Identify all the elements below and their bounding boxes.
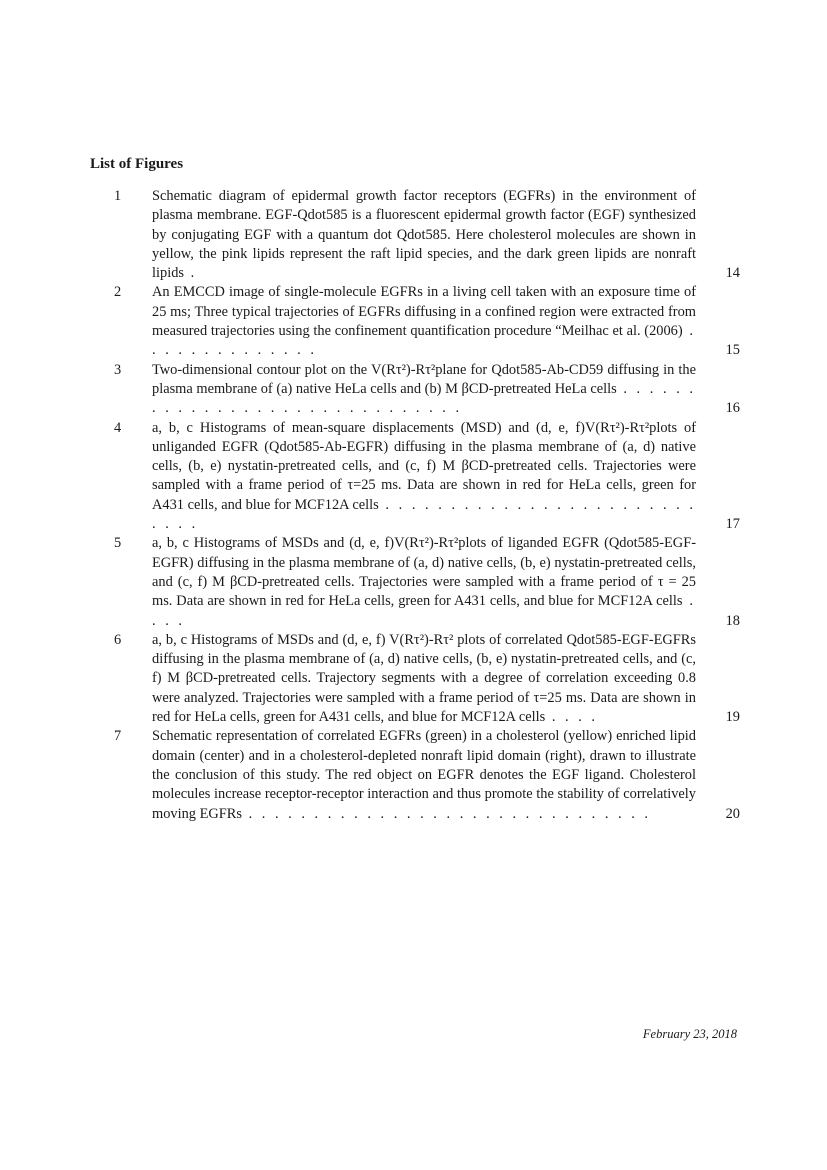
figure-page-number: 19 — [725, 709, 740, 726]
figure-page-number: 17 — [725, 516, 740, 533]
dot-leader: . . . . — [152, 593, 696, 629]
figure-entry-5[interactable] — [90, 534, 740, 630]
dot-leader: . . . . . . . . . . . . . . . . . . . . . . . . . . . . — [152, 496, 697, 533]
figure-number: 4 — [114, 419, 122, 436]
figure-entry-4[interactable] — [90, 419, 740, 535]
figure-number: 6 — [114, 631, 122, 648]
dot-leader: . — [184, 265, 198, 282]
figure-page-number: 16 — [725, 400, 740, 417]
dot-leader: . . . . . . . . . . . . . . — [152, 323, 696, 359]
figure-number: 1 — [114, 188, 122, 204]
dot-leader: . . . . . . . . . . . . . . . . . . . . . . . . . . . . . . — [152, 380, 697, 417]
figure-caption: Two-dimensional contour plot on the V(Rτ²)-Rτ²plane for Qdot585-Ab-CD59 diffusing in the plasma membrane of (a) native HeLa cells and (b) M βCD-pretreated HeLa cells — [152, 361, 696, 397]
figure-caption: a, b, c Histograms of MSDs and (d, e, f)V(Rτ²)-Rτ²plots of liganded EGFR (Qdot585-EGF-EGFR) diffusing in the plasma membrane of (a, d) native cells, (b, e) nystatin-pretreated cells, and (c, f) M βCD-pretreated cells. Trajectories were sampled with a frame period of τ = 25 ms. Data are shown in red for HeLa cells, green for A431 cells, and blue for MCF12A cells — [152, 535, 696, 610]
figure-caption: a, b, c Histograms of mean-square displacements (MSD) and (d, e, f)V(Rτ²)-Rτ²plots of unliganded EGFR (Qdot585-Ab-EGFR) diffusing in the plasma membrane of (a, d) native cells, (b, e) nystatin-pretreated cells, and (c, f) M βCD-pretreated cells. Trajectories were sampled with a frame period of τ=25 ms. Data are shown in red for HeLa cells, green for A431 cells, and blue for MCF12A cells — [152, 419, 696, 513]
figure-number: 7 — [114, 728, 122, 745]
dot-leader: . . . . . . . . . . . . . . . . . . . . . . . . . . . . . . . — [241, 805, 652, 822]
list-of-figures-heading: List of Figures — [90, 156, 184, 172]
figure-number: 3 — [114, 361, 122, 378]
figure-number: 5 — [114, 535, 122, 552]
list-of-figures — [90, 187, 740, 824]
figure-number: 2 — [114, 284, 122, 301]
figure-page-number: 20 — [725, 805, 740, 822]
figure-caption: Schematic diagram of epidermal growth factor receptors (EGFRs) in the environment of plasma membrane. EGF-Qdot585 is a fluorescent epidermal growth factor (EGF) synthesized by conjugating EGF with a quantum dot Qdot585. Here cholesterol molecules are shown in yellow, the pink lipids represent the raft lipid species, and the dark green lipids are nonraft lipids — [152, 188, 696, 282]
figure-entry-3[interactable] — [90, 361, 740, 419]
figure-page-number: 18 — [725, 612, 740, 629]
figure-entry-2[interactable] — [90, 283, 740, 360]
figure-entry-7[interactable] — [90, 727, 740, 823]
figure-entry-6[interactable] — [90, 631, 740, 727]
figure-page-number: 15 — [725, 342, 740, 359]
dot-leader: . . . . — [545, 709, 599, 726]
figure-caption: a, b, c Histograms of MSDs and (d, e, f) V(Rτ²)-Rτ² plots of correlated Qdot585-EGF-EGFRs diffusing in the plasma membrane of (a, d) native cells, (b, e) nystatin-pretreated cells, and (c, f) M βCD-pretreated cells. Trajectory segments with a degree of correlation exceeding 0.8 were analyzed. Trajectories were sampled with a frame period of τ=25 ms. Data are shown in red for HeLa cells, green for A431 cells, and blue for MCF12A cells — [152, 631, 696, 726]
figure-page-number: 14 — [725, 265, 740, 282]
figure-caption: An EMCCD image of single-molecule EGFRs in a living cell taken with an exposure time of 25 ms; Three typical trajectories of EGFRs diffusing in a confined region were extracted from measured trajectories using the confinement quantification procedure “Meilhac et al. (2006) — [152, 284, 696, 340]
figure-entry-1[interactable] — [90, 187, 740, 283]
figure-caption: Schematic representation of correlated EGFRs (green) in a cholesterol (yellow) enriched lipid domain (center) and in a cholesterol-depleted nonraft lipid domain (right), drawn to illustrate the conclusion of this study. The red object on EGFR denotes the EGF ligand. Cholesterol molecules increase receptor-receptor interaction and thus promote the stability of correlatively moving EGFRs — [152, 728, 696, 822]
footer-date: February 23, 2018 — [642, 1027, 737, 1041]
